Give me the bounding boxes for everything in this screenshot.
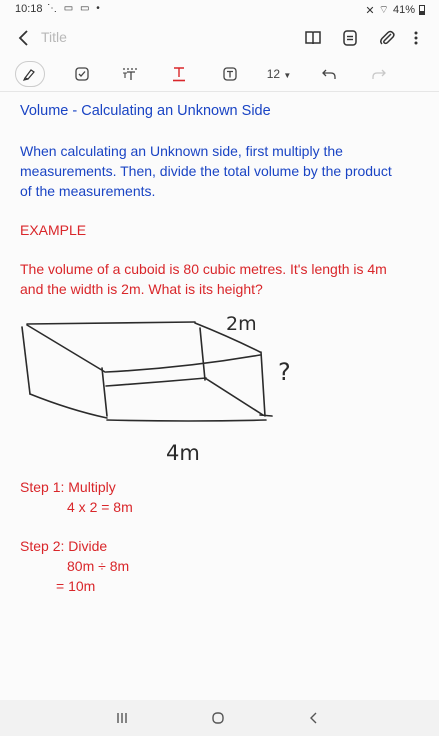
dropdown-arrow-icon: ▼: [283, 71, 292, 80]
font-size-value: 12: [266, 67, 281, 81]
more-options-button[interactable]: [406, 28, 426, 48]
system-back-button[interactable]: [304, 708, 324, 728]
recents-icon: [112, 708, 132, 728]
app-bar: [0, 20, 439, 58]
paperclip-icon: [377, 28, 397, 48]
chevron-left-icon: [304, 708, 324, 728]
text-box-icon: [222, 66, 238, 82]
step2-title[interactable]: Step 2: Divide: [20, 538, 108, 554]
text-format-icon: [121, 66, 139, 82]
cuboid-sketch: [10, 312, 310, 472]
sketch-width-label: 2m: [226, 313, 257, 335]
system-nav-bar: [0, 700, 439, 736]
undo-icon: [321, 66, 337, 82]
checkbox-icon: [74, 66, 90, 82]
font-size-dropdown[interactable]: [262, 62, 296, 86]
chevron-left-icon: [12, 26, 36, 50]
problem-line-2[interactable]: and the width is 2m. What is its height?: [20, 281, 263, 297]
checkbox-button[interactable]: [72, 62, 92, 86]
step2-calc[interactable]: 80m ÷ 8m: [67, 558, 130, 574]
recents-button[interactable]: [112, 708, 132, 728]
book-view-button[interactable]: [303, 28, 323, 48]
attach-button[interactable]: [377, 28, 397, 48]
home-button[interactable]: [208, 708, 228, 728]
redo-button[interactable]: [369, 62, 389, 86]
home-icon: [208, 708, 228, 728]
toolbar-divider: [0, 91, 439, 92]
notification-icons: ⋱ ▭ ▭ •: [47, 3, 102, 14]
intro-line-2[interactable]: measurements. Then, divide the total volume by the product: [20, 163, 392, 179]
status-bar: [0, 0, 439, 20]
title-input[interactable]: Title: [41, 29, 67, 45]
example-label[interactable]: EXAMPLE: [20, 222, 87, 238]
sketch-length-label: 4m: [166, 441, 200, 465]
status-time: 10:18: [15, 3, 43, 15]
mute-icon: ✕: [365, 4, 375, 17]
text-style-button[interactable]: [119, 62, 141, 86]
text-box-button[interactable]: [220, 62, 240, 86]
problem-line-1[interactable]: The volume of a cuboid is 80 cubic metres. It's length is 4m: [20, 261, 387, 277]
status-right: [365, 3, 425, 17]
text-color-button[interactable]: [169, 62, 189, 86]
more-vert-icon: [406, 28, 426, 48]
intro-line-3[interactable]: of the measurements.: [20, 183, 156, 199]
book-icon: [303, 28, 323, 48]
step2-result[interactable]: = 10m: [56, 578, 96, 594]
back-button[interactable]: [12, 26, 36, 50]
underline-text-icon: [171, 65, 187, 83]
battery-percent: 41%: [392, 4, 415, 16]
step1-title[interactable]: Step 1: Multiply: [20, 479, 116, 495]
note-heading[interactable]: Volume - Calculating an Unknown Side: [20, 103, 271, 119]
wifi-icon: ⌔: [378, 4, 389, 16]
redo-icon: [371, 66, 387, 82]
battery-icon: [419, 5, 425, 15]
sketch-height-label: ?: [278, 358, 291, 386]
pen-icon: [22, 66, 38, 82]
intro-line-1[interactable]: When calculating an Unknown side, first multiply the: [20, 143, 343, 159]
text-mode-button[interactable]: [340, 28, 360, 48]
edit-toolbar: [0, 58, 439, 92]
note-icon: [340, 28, 360, 48]
step1-calc[interactable]: 4 x 2 = 8m: [67, 499, 133, 515]
pen-mode-button[interactable]: [15, 61, 45, 87]
undo-button[interactable]: [319, 62, 339, 86]
